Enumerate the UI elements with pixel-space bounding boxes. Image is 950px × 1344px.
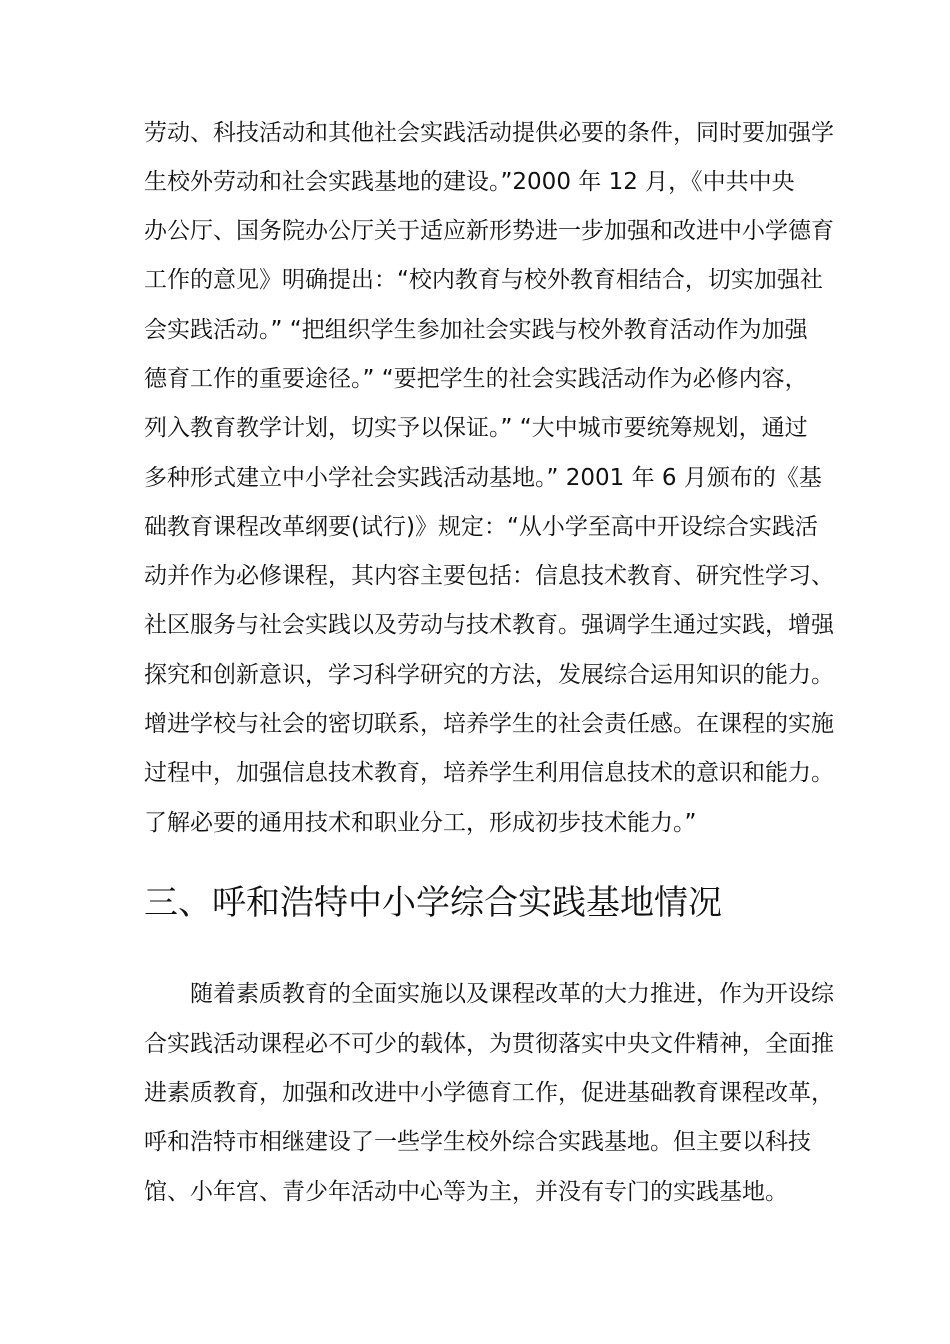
body-text-line: 增进学校与社会的密切联系，培养学生的社会责任感。在课程的实施 [144, 711, 834, 737]
body-text-line: 探究和创新意识，学习科学研究的方法，发展综合运用知识的能力。 [144, 662, 834, 688]
body-text-line: 列入教育教学计划，切实予以保证。” “大中城市要统筹规划，通过 [144, 415, 808, 441]
body-text-line: 随着素质教育的全面实施以及课程改革的大力推进，作为开设综 [190, 981, 834, 1007]
section-heading: 三、呼和浩特中小学综合实践基地情况 [144, 883, 722, 923]
body-text-line: 社区服务与社会实践以及劳动与技术教育。强调学生通过实践，增强 [144, 612, 834, 638]
body-text-line: 了解必要的通用技术和职业分工，形成初步技术能力。” [144, 810, 697, 836]
body-text-line: 馆、小年宫、青少年活动中心等为主，并没有专门的实践基地。 [144, 1179, 788, 1205]
body-text-line: 办公厅、国务院办公厅关于适应新形势进一步加强和改进中小学德育 [144, 218, 834, 244]
body-text-line: 劳动、科技活动和其他社会实践活动提供必要的条件，同时要加强学 [144, 120, 834, 146]
body-text-line: 工作的意见》明确提出：“校内教育与校外教育相结合，切实加强社 [144, 267, 823, 293]
body-text-line: 德育工作的重要途径。” “要把学生的社会实践活动作为必修内容， [144, 366, 808, 392]
body-text-line: 会实践活动。” “把组织学生参加社会实践与校外教育活动作为加强 [144, 317, 808, 343]
body-text-line: 进素质教育，加强和改进中小学德育工作，促进基础教育课程改革， [144, 1080, 834, 1106]
body-text-line: 动并作为必修课程，其内容主要包括：信息技术教育、研究性学习、 [144, 563, 834, 589]
body-text-line: 础教育课程改革纲要(试行)》规定：“从小学至高中开设综合实践活 [144, 514, 818, 540]
body-text-line: 过程中，加强信息技术教育，培养学生利用信息技术的意识和能力。 [144, 760, 834, 786]
body-text-line: 多种形式建立中小学社会实践活动基地。” 2001 年 6 月颁布的《基 [144, 465, 822, 491]
body-text-line: 呼和浩特市相继建设了一些学生校外综合实践基地。但主要以科技 [144, 1129, 811, 1155]
body-text-line: 生校外劳动和社会实践基地的建设。”2000 年 12 月，《中共中央 [144, 169, 795, 195]
body-text-line: 合实践活动课程必不可少的载体，为贯彻落实中央文件精神，全面推 [144, 1031, 834, 1057]
